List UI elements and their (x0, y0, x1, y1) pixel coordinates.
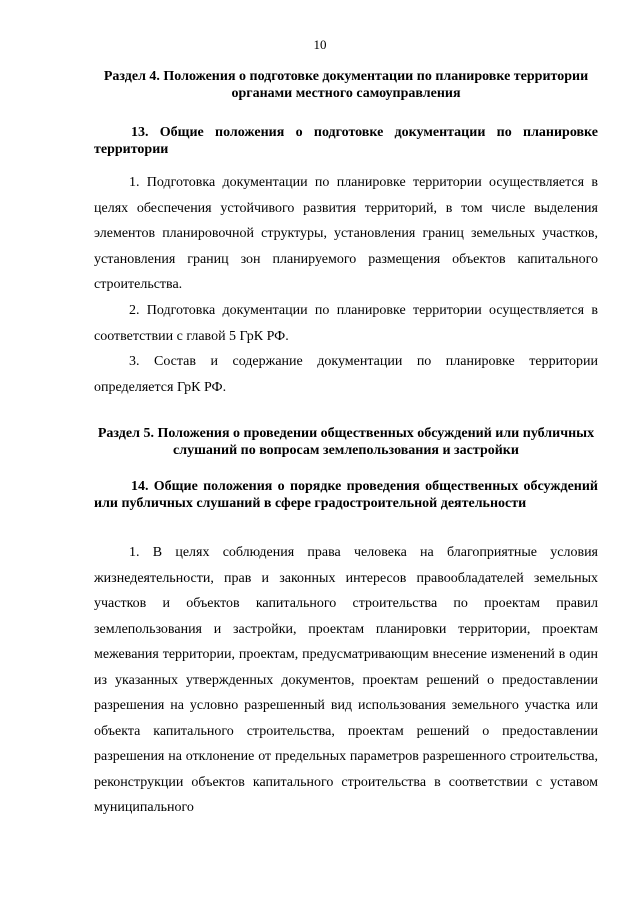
article-13-paragraph-2: 2. Подготовка документации по планировке территории осуществляется в соответствии с главой 5 ГрК РФ. (94, 303, 598, 344)
article-14-heading: 14. Общие положения о порядке проведения общественных обсуждений или публичных слушаний в сфере градостроительной деятельности (94, 479, 598, 511)
article-13-paragraph-3: 3. Состав и содержание документации по планировке территории определяется ГрК РФ. (94, 354, 598, 395)
section-4-heading: Раздел 4. Положения о подготовке документации по планировке территории органами местного самоуправления (103, 69, 589, 101)
article-14-paragraph-1: 1. В целях соблюдения права человека на благоприятные условия жизнедеятельности, прав и законных интересов правообладателей земельных участков и объектов капитального строительства по проектам правил землепользования и застройки, проектам планировки территории, проектам межевания территории, проектам, предусматривающим внесение изменений в один из указанных утвержденных документов, проектам решений о предоставлении разрешения на условно разрешенный вид использования земельного участка или объекта капитального строительства, проектам решений о предоставлении разрешения на отклонение от предельных параметров разрешенного строительства, реконструкции объектов капитального строительства в соответствии с уставом муниципального (94, 545, 598, 815)
page-number: 10 (313, 37, 327, 52)
section-5-heading: Раздел 5. Положения о проведении общественных обсуждений или публичных слушаний по вопросам землепользования и застройки (97, 426, 595, 458)
article-13-heading: 13. Общие положения о подготовке документации по планировке территории (94, 125, 598, 157)
article-13-paragraph-1: 1. Подготовка документации по планировке территории осуществляется в целях обеспечения устойчивого развития территорий, в том числе выделения элементов планировочной структуры, установления границ земельных участков, установления границ зон планируемого размещения объектов капитального строительства. (94, 175, 598, 292)
